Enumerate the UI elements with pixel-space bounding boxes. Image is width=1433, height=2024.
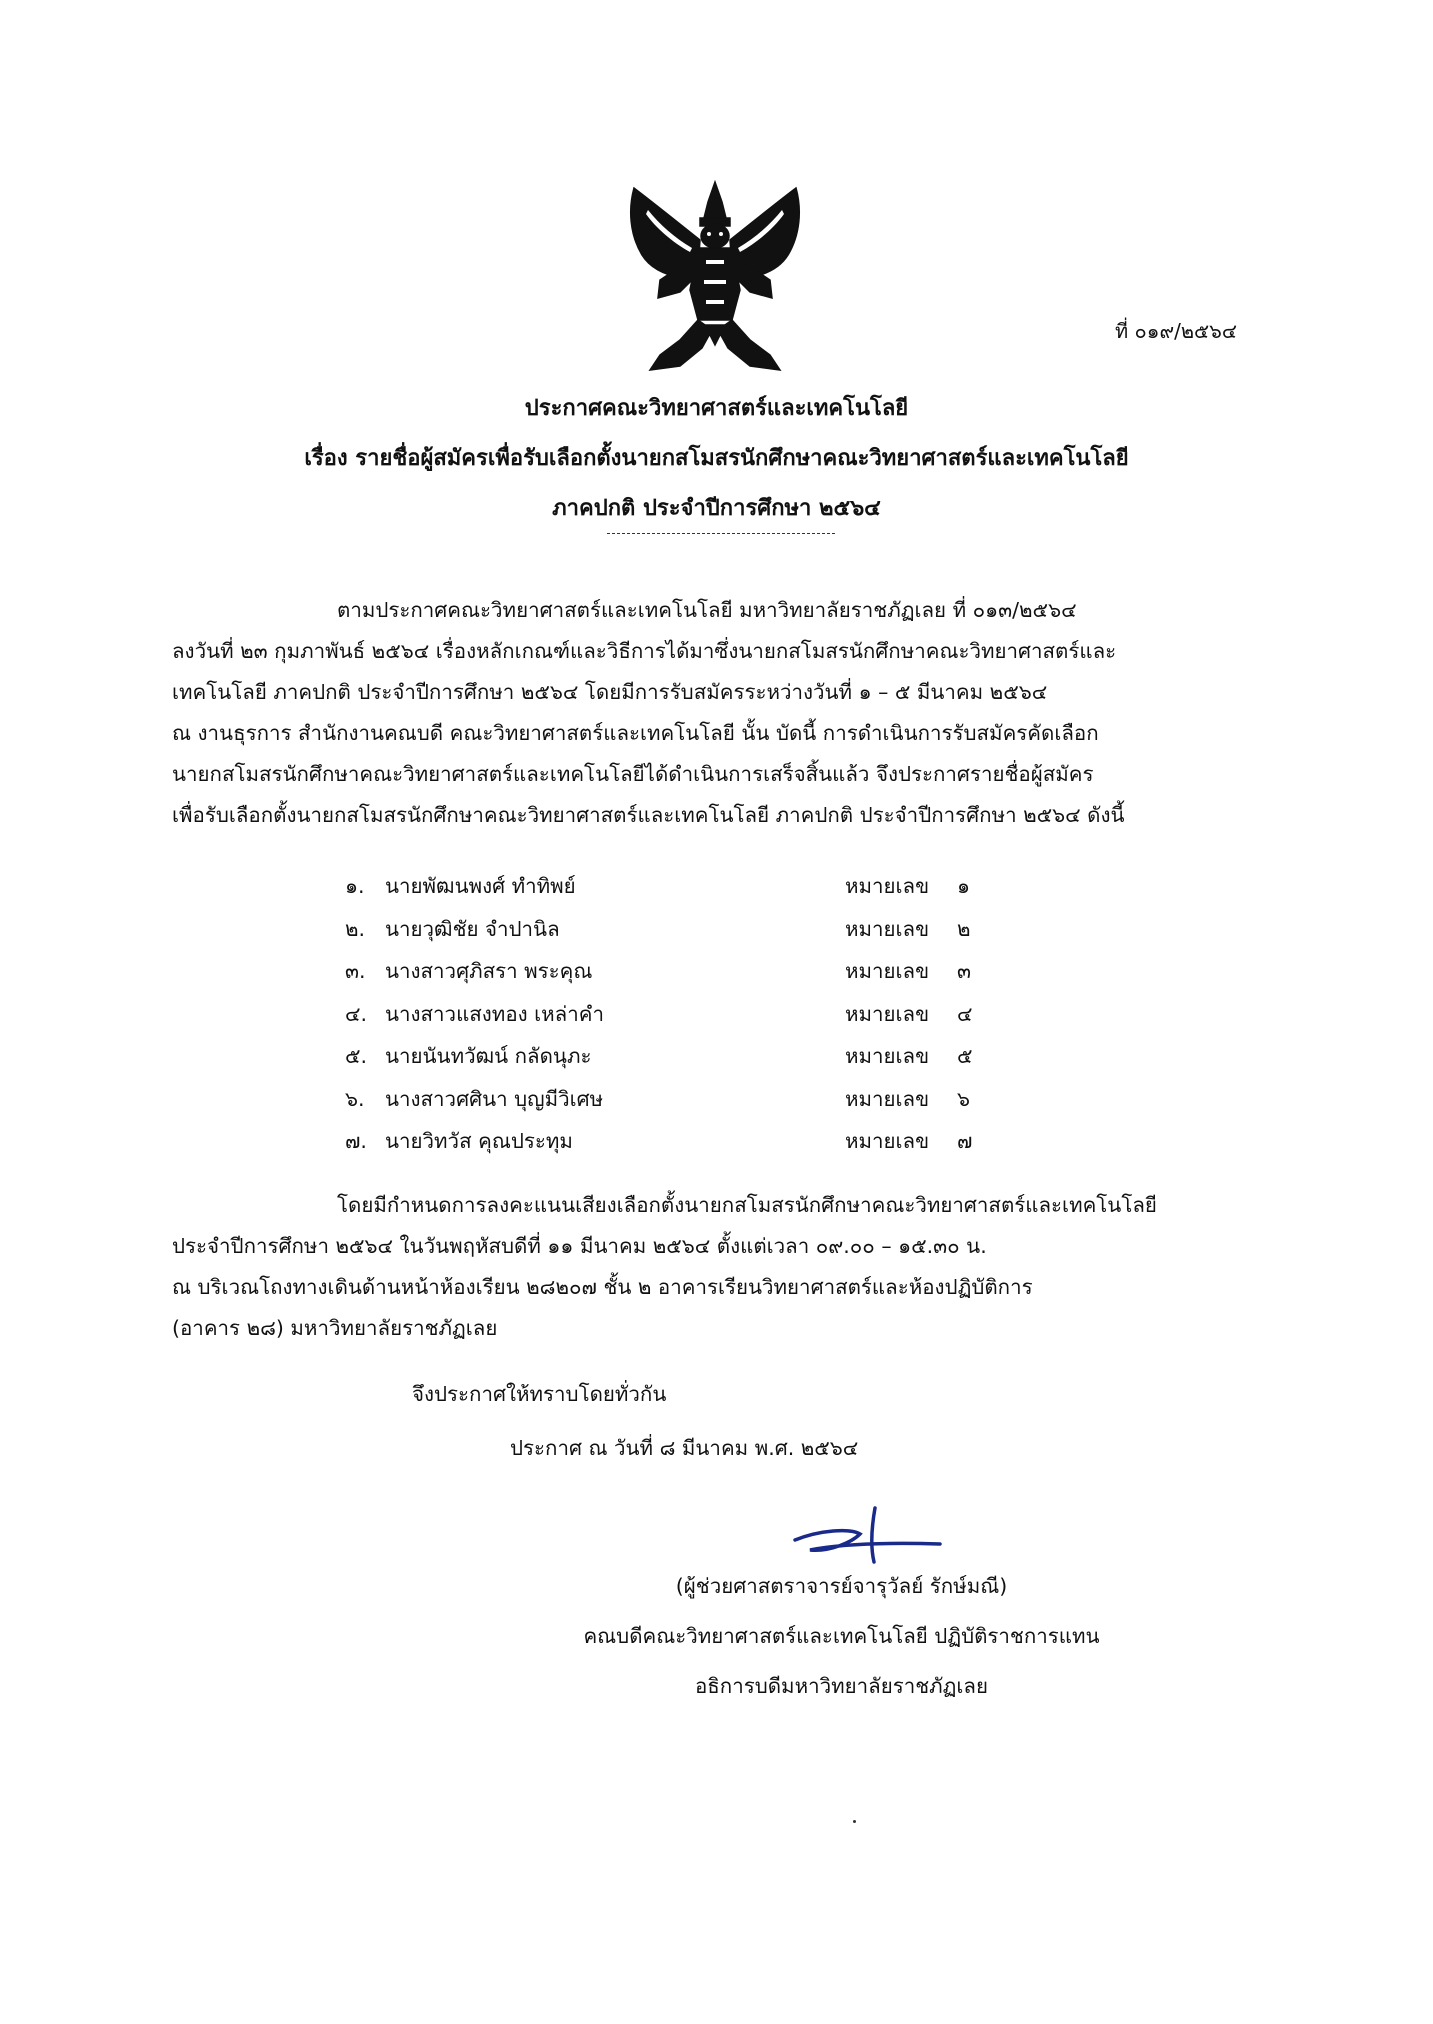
candidate-name: นายนันทวัฒน์ กลัดนุภะ	[385, 1044, 592, 1068]
paragraph-line: (อาคาร ๒๘) มหาวิทยาลัยราชภัฏเลย	[172, 1316, 498, 1340]
candidate-number: ๑	[957, 874, 971, 898]
candidate-name: นางสาวศุภิสรา พระคุณ	[385, 959, 593, 983]
candidate-number-label: หมายเลข	[845, 959, 930, 983]
candidate-number: ๗	[957, 1129, 973, 1153]
candidate-number: ๕	[957, 1044, 973, 1068]
paragraph-line: ณ งานธุรการ สำนักงานคณบดี คณะวิทยาศาสตร์และเทคโนโลยี นั้น บัดนี้ การดำเนินการรับสมัครคัดเลือก	[172, 721, 1099, 745]
candidate-name: นายวิทวัส คุณประทุม	[385, 1129, 573, 1153]
signatory-name: (ผู้ช่วยศาสตราจารย์จารุวัลย์ รักษ์มณี)	[675, 1574, 1008, 1598]
candidate-row	[345, 913, 1005, 956]
paragraph-line: ณ บริเวณโถงทางเดินด้านหน้าห้องเรียน ๒๘๒๐๗ ชั้น ๒ อาคารเรียนวิทยาศาสตร์และห้องปฏิบัติการ	[172, 1275, 1033, 1299]
candidate-number-label: หมายเลข	[845, 874, 930, 898]
candidate-number: ๒	[957, 916, 971, 941]
candidate-row	[345, 870, 1005, 913]
candidate-index: ๔.	[345, 1001, 368, 1026]
candidate-row	[345, 998, 1005, 1041]
candidate-index: ๑.	[345, 874, 365, 898]
announcement-subject-line2: ภาคปกติ ประจำปีการศึกษา ๒๕๖๔	[552, 496, 881, 521]
signatory-position-line2: อธิการบดีมหาวิทยาลัยราชภัฏเลย	[694, 1674, 989, 1698]
candidate-number-label: หมายเลข	[845, 1001, 930, 1026]
paragraph-line: โดยมีกำหนดการลงคะแนนเสียงเลือกตั้งนายกสโมสรนักศึกษาคณะวิทยาศาสตร์และเทคโนโลยี	[337, 1193, 1157, 1217]
candidate-row	[345, 955, 1005, 998]
candidate-number-label: หมายเลข	[845, 1086, 930, 1111]
intro-paragraph	[172, 590, 1272, 836]
candidate-number-label: หมายเลข	[845, 1129, 930, 1153]
paragraph-line: นายกสโมสรนักศึกษาคณะวิทยาศาสตร์และเทคโนโลยีได้ดำเนินการเสร็จสิ้นแล้ว จึงประกาศรายชื่อผู้สมัคร	[172, 762, 1094, 786]
paragraph-line: เพื่อรับเลือกตั้งนายกสโมสรนักศึกษาคณะวิทยาศาสตร์และเทคโนโลยี ภาคปกติ ประจำปีการศึกษา ๒๕๖๔ ดังนี้	[172, 803, 1125, 827]
candidate-number: ๔	[957, 1001, 973, 1026]
announcement-title: ประกาศคณะวิทยาศาสตร์และเทคโนโลยี	[524, 396, 909, 421]
title-divider	[607, 533, 835, 534]
candidate-row	[345, 1083, 1005, 1126]
candidate-index: ๕.	[345, 1044, 368, 1068]
candidate-list	[345, 870, 1005, 1168]
candidate-index: ๓.	[345, 959, 366, 983]
candidate-index: ๖.	[345, 1086, 365, 1111]
candidate-name: นางสาวศศินา บุญมีวิเศษ	[385, 1086, 604, 1111]
announcement-date: ประกาศ ณ วันที่ ๘ มีนาคม พ.ศ. ๒๕๖๔	[510, 1436, 859, 1460]
paragraph-line: ตามประกาศคณะวิทยาศาสตร์และเทคโนโลยี มหาวิทยาลัยราชภัฏเลย ที่ ๐๑๓/๒๕๖๔	[337, 598, 1077, 622]
candidate-name: นายพัฒนพงศ์ ทำทิพย์	[385, 874, 576, 898]
announcement-subject: เรื่อง รายชื่อผู้สมัครเพื่อรับเลือกตั้งนายกสโมสรนักศึกษาคณะวิทยาศาสตร์และเทคโนโลยี	[304, 446, 1129, 471]
paragraph-line: ประจำปีการศึกษา ๒๕๖๔ ในวันพฤหัสบดีที่ ๑๑ มีนาคม ๒๕๖๔ ตั้งแต่เวลา ๐๙.๐๐ – ๑๕.๓๐ น.	[172, 1234, 987, 1258]
candidate-number: ๖	[957, 1086, 971, 1111]
garuda-emblem-icon	[620, 180, 810, 380]
candidate-name: นายวุฒิชัย จำปานิล	[385, 916, 560, 941]
paragraph-line: เทคโนโลยี ภาคปกติ ประจำปีการศึกษา ๒๕๖๔ โดยมีการรับสมัครระหว่างวันที่ ๑ – ๕ มีนาคม ๒๕๖๔	[172, 680, 1048, 704]
scan-speck	[853, 1820, 856, 1823]
candidate-row	[345, 1125, 1005, 1168]
handwritten-signature-icon	[790, 1500, 950, 1570]
candidate-index: ๒.	[345, 916, 366, 941]
candidate-index: ๗.	[345, 1129, 367, 1153]
closing-statement: จึงประกาศให้ทราบโดยทั่วกัน	[412, 1382, 667, 1406]
signatory-position: คณบดีคณะวิทยาศาสตร์และเทคโนโลยี ปฏิบัติราชการแทน	[583, 1624, 1100, 1648]
paragraph-line: ลงวันที่ ๒๓ กุมภาพันธ์ ๒๕๖๔ เรื่องหลักเกณฑ์และวิธีการได้มาซึ่งนายกสโมสรนักศึกษาคณะวิทยาศาสตร์และ	[172, 639, 1117, 663]
candidate-name: นางสาวแสงทอง เหล่าคำ	[385, 1001, 604, 1026]
schedule-paragraph	[172, 1185, 1272, 1349]
candidate-number-label: หมายเลข	[845, 1044, 930, 1068]
candidate-row	[345, 1040, 1005, 1083]
document-number: ที่ ๐๑๙/๒๕๖๔	[1115, 319, 1237, 343]
candidate-number-label: หมายเลข	[845, 916, 930, 941]
candidate-number: ๓	[957, 959, 972, 983]
